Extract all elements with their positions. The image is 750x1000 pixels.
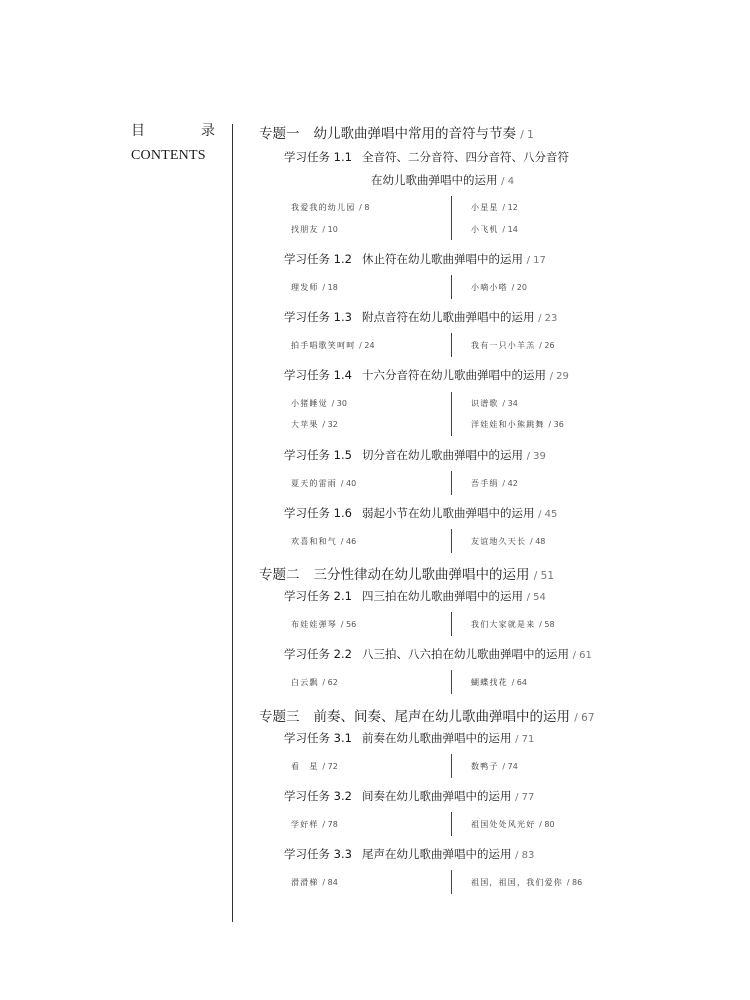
contents-title: CONTENTS [131,148,206,163]
page-number: / 51 [533,570,555,582]
song-item[interactable] [471,419,564,430]
task-label: 学习任务 2.1 [284,589,352,603]
page-number: / 61 [572,650,592,661]
task-3-1[interactable] [284,730,534,746]
song-title: 找朋友 [291,225,319,234]
song-divider [451,754,452,778]
song-title: 吾手绢 [471,479,499,488]
song-item[interactable] [291,340,375,351]
song-item[interactable] [471,877,582,888]
song-title: 我有一只小羊羔 [471,341,536,350]
song-title: 学好样 [291,820,319,829]
song-item[interactable] [291,419,338,430]
page-number: / 78 [322,820,338,829]
page-number: / 42 [502,479,518,488]
task-1-2[interactable] [284,251,546,267]
song-title: 看 星 [291,762,319,771]
topic-title: 幼儿歌曲弹唱中常用的音符与节奏 [313,126,516,142]
mulu-char-1: 目 [131,123,145,139]
task-3-2[interactable] [284,788,534,804]
task-2-1[interactable] [284,588,546,604]
task-title: 八三拍、八六拍在幼儿歌曲弹唱中的运用 [361,647,569,661]
page-number: / 71 [515,734,535,745]
page-number: / 40 [340,479,357,488]
song-title: 识谱歌 [471,399,499,408]
song-item[interactable] [291,761,338,772]
song-item[interactable] [291,202,369,213]
task-label: 学习任务 2.2 [284,647,352,661]
page-number: / 74 [502,762,518,771]
page-number: / 18 [322,283,338,292]
song-title: 数鸭子 [471,762,499,771]
song-divider [451,196,452,240]
task-label: 学习任务 1.3 [284,310,352,324]
page-number: / 4 [501,176,515,187]
song-item[interactable] [471,202,518,213]
song-title: 我们大家就是来 [471,620,536,629]
song-title: 我爱我的幼儿园 [291,203,356,212]
page-number: / 86 [566,878,583,887]
topic-2[interactable] [259,563,554,583]
page-number: / 39 [526,451,546,462]
task-1-5[interactable] [284,447,546,463]
task-label: 学习任务 3.3 [284,847,352,861]
page-number: / 72 [322,762,338,771]
task-label: 学习任务 1.5 [284,448,352,462]
page-number: / 26 [539,341,555,350]
song-item[interactable] [291,478,356,489]
page-number: / 34 [502,399,518,408]
song-item[interactable] [471,478,518,489]
task-title: 尾声在幼儿歌曲弹唱中的运用 [361,847,512,861]
song-title: 欢喜和和气 [291,537,337,546]
topic-title: 三分性律动在幼儿歌曲弹唱中的运用 [313,567,530,583]
page-number: / 23 [538,313,558,324]
song-title: 蝴蝶找花 [471,678,508,687]
song-item[interactable] [471,536,545,547]
page-number: / 83 [515,850,535,861]
song-divider [451,275,452,299]
page-number: / 29 [549,371,569,382]
page-number: / 54 [526,592,546,603]
song-title: 祖国，祖国，我们爱你 [471,878,563,887]
mulu-char-2: 录 [201,123,215,139]
task-title: 休止符在幼儿歌曲弹唱中的运用 [361,252,523,266]
song-title: 白云飘 [291,678,319,687]
song-item[interactable] [291,398,347,409]
song-divider [451,333,452,357]
task-1-1[interactable] [284,149,569,165]
task-label: 学习任务 1.2 [284,252,352,266]
task-title: 四三拍在幼儿歌曲弹唱中的运用 [361,589,523,603]
song-title: 滑滑梯 [291,878,319,887]
page-number: / 80 [539,820,555,829]
song-item[interactable] [471,819,555,830]
song-item[interactable] [471,282,527,293]
task-1-3[interactable] [284,309,557,325]
page-number: / 56 [340,620,357,629]
song-divider [451,812,452,836]
topic-1[interactable] [259,122,534,142]
task-label: 学习任务 3.1 [284,731,352,745]
page-number: / 46 [340,537,357,546]
page-number: / 8 [359,203,370,212]
song-item[interactable] [471,398,518,409]
task-title: 弱起小节在幼儿歌曲弹唱中的运用 [361,506,535,520]
page-number: / 67 [574,712,595,724]
task-title: 切分音在幼儿歌曲弹唱中的运用 [361,448,523,462]
song-divider [451,870,452,894]
song-title: 小星星 [471,203,499,212]
song-item[interactable] [291,877,338,888]
song-title: 小猪睡觉 [291,399,328,408]
song-title: 小飞机 [471,225,499,234]
song-item[interactable] [291,619,356,630]
song-item[interactable] [471,677,527,688]
song-divider [451,392,452,436]
song-item[interactable] [291,819,338,830]
task-title: 间奏在幼儿歌曲弹唱中的运用 [361,789,512,803]
song-title: 洋娃娃和小熊跳舞 [471,420,545,429]
song-item[interactable] [291,224,338,235]
task-title: 前奏在幼儿歌曲弹唱中的运用 [361,731,512,745]
task-label: 学习任务 1.6 [284,506,352,520]
task-label: 学习任务 1.1 [284,150,352,164]
page-number: / 24 [359,341,375,350]
song-divider [451,471,452,495]
page-number: / 62 [322,678,338,687]
song-item[interactable] [471,340,555,351]
page-number: / 45 [538,509,558,520]
task-title: 全音符、二分音符、四分音符、八分音符 [361,150,569,164]
song-title: 夏天的雷雨 [291,479,337,488]
topic-3[interactable] [259,705,595,725]
page-number: / 32 [322,420,338,429]
song-divider [451,670,452,694]
task-1-6[interactable] [284,505,557,521]
page-number: / 10 [322,225,338,234]
song-item[interactable] [291,677,338,688]
task-title-cont: 在幼儿歌曲弹唱中的运用 [371,173,498,187]
task-2-2[interactable] [284,646,592,662]
toc-heading [131,122,215,164]
song-item[interactable] [471,761,518,772]
song-divider [451,529,452,553]
topic-label: 专题三 [259,709,300,725]
page-number: / 12 [502,203,518,212]
page-number: / 20 [511,283,527,292]
song-title: 布娃娃弹琴 [291,620,337,629]
mulu-title [131,122,215,140]
page-number: / 1 [520,129,534,141]
song-divider [451,612,452,636]
task-3-3[interactable] [284,846,534,862]
song-item[interactable] [291,282,338,293]
task-1-4[interactable] [284,367,569,383]
page-number: / 77 [515,792,535,803]
song-item[interactable] [471,224,518,235]
page-number: / 17 [526,255,546,266]
song-item[interactable] [471,619,555,630]
task-1-1-line2[interactable] [371,172,514,188]
topic-title: 前奏、间奏、尾声在幼儿歌曲弹唱中的运用 [313,709,570,725]
song-title: 拍手唱歌笑呵呵 [291,341,356,350]
page-number: / 84 [322,878,338,887]
song-title: 小嘀小嗒 [471,283,508,292]
page-number: / 58 [539,620,555,629]
page-number: / 64 [511,678,527,687]
topic-label: 专题一 [259,126,300,142]
page-number: / 48 [529,537,546,546]
song-title: 大苹果 [291,420,319,429]
vertical-rule [232,124,233,922]
song-title: 祖国处处风光好 [471,820,536,829]
task-label: 学习任务 1.4 [284,368,352,382]
page-number: / 30 [331,399,347,408]
song-title: 友谊地久天长 [471,537,527,546]
topic-label: 专题二 [259,567,300,583]
page-number: / 14 [502,225,518,234]
song-title: 理发师 [291,283,319,292]
page-number: / 36 [548,420,564,429]
task-label: 学习任务 3.2 [284,789,352,803]
song-item[interactable] [291,536,356,547]
task-title: 附点音符在幼儿歌曲弹唱中的运用 [361,310,535,324]
task-title: 十六分音符在幼儿歌曲弹唱中的运用 [361,368,546,382]
